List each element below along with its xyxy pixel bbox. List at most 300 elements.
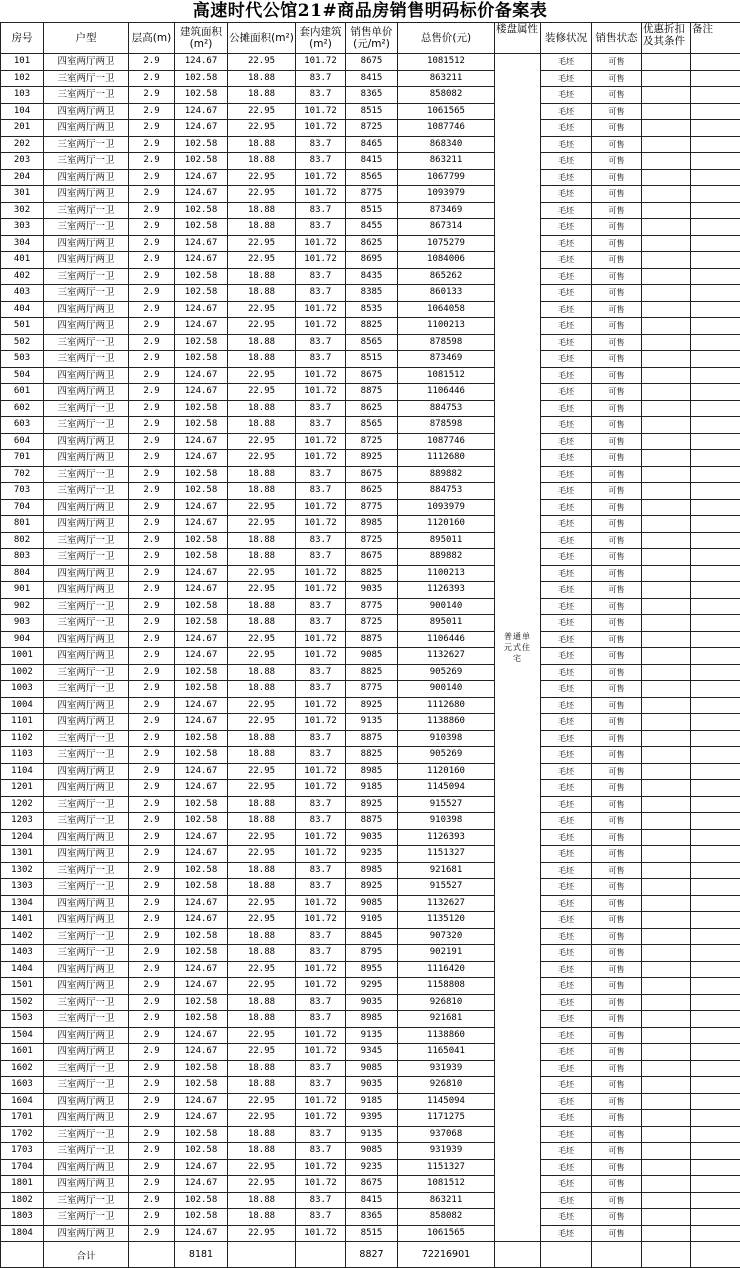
shared-area: 22.95 [228, 780, 296, 797]
floor-height: 2.9 [129, 631, 175, 648]
sale-status: 可售 [592, 136, 642, 153]
build-area: 124.67 [175, 648, 228, 665]
remark-cell [691, 598, 740, 615]
build-area: 102.58 [175, 549, 228, 566]
total-price: 1165041 [398, 1044, 495, 1061]
build-area: 102.58 [175, 598, 228, 615]
shared-area: 22.95 [228, 235, 296, 252]
inner-area: 101.72 [296, 450, 346, 467]
room-number: 1403 [1, 945, 44, 962]
build-area: 124.67 [175, 103, 228, 120]
total-price: 1120160 [398, 516, 495, 533]
unit-price: 8365 [346, 87, 398, 104]
build-area: 124.67 [175, 582, 228, 599]
discount-cell [642, 1143, 691, 1160]
unit-price: 8385 [346, 285, 398, 302]
total-price: 931939 [398, 1060, 495, 1077]
sale-status: 可售 [592, 928, 642, 945]
floor-height: 2.9 [129, 1143, 175, 1160]
total-price: 931939 [398, 1143, 495, 1160]
unit-price: 8535 [346, 301, 398, 318]
shared-area: 22.95 [228, 54, 296, 71]
unit-price: 8415 [346, 153, 398, 170]
unit-type: 四室两厅两卫 [44, 780, 129, 797]
discount-cell [642, 466, 691, 483]
shared-area: 18.88 [228, 945, 296, 962]
remark-cell [691, 1209, 740, 1226]
discount-cell [642, 879, 691, 896]
inner-area: 83.7 [296, 285, 346, 302]
room-number: 704 [1, 499, 44, 516]
discount-cell [642, 532, 691, 549]
discount-cell [642, 846, 691, 863]
total-empty-cell [541, 1242, 592, 1268]
table-row [1, 1110, 740, 1127]
floor-height: 2.9 [129, 598, 175, 615]
shared-area: 22.95 [228, 829, 296, 846]
total-price: 884753 [398, 483, 495, 500]
decoration-status: 毛坯 [541, 1225, 592, 1242]
discount-cell [642, 400, 691, 417]
discount-cell [642, 796, 691, 813]
floor-height: 2.9 [129, 483, 175, 500]
unit-type: 四室两厅两卫 [44, 846, 129, 863]
discount-cell [642, 1192, 691, 1209]
remark-cell [691, 301, 740, 318]
decoration-status: 毛坯 [541, 103, 592, 120]
col-header-shared-area: 公摊面积(m²) [228, 23, 296, 54]
sale-status: 可售 [592, 648, 642, 665]
total-price: 900140 [398, 681, 495, 698]
total-price: 863211 [398, 70, 495, 87]
discount-cell [642, 961, 691, 978]
sale-status: 可售 [592, 400, 642, 417]
decoration-status: 毛坯 [541, 351, 592, 368]
shared-area: 18.88 [228, 1192, 296, 1209]
room-number: 304 [1, 235, 44, 252]
table-row [1, 697, 740, 714]
sale-status: 可售 [592, 433, 642, 450]
unit-type: 三室两厅一卫 [44, 664, 129, 681]
inner-area: 101.72 [296, 1093, 346, 1110]
room-number: 1702 [1, 1126, 44, 1143]
decoration-status: 毛坯 [541, 252, 592, 269]
shared-area: 18.88 [228, 598, 296, 615]
unit-price: 8565 [346, 334, 398, 351]
decoration-status: 毛坯 [541, 483, 592, 500]
unit-price: 8625 [346, 400, 398, 417]
sale-status: 可售 [592, 384, 642, 401]
col-header-build-area: 建筑面积(m²) [175, 23, 228, 54]
sale-status: 可售 [592, 565, 642, 582]
remark-cell [691, 285, 740, 302]
decoration-status: 毛坯 [541, 664, 592, 681]
build-area: 102.58 [175, 928, 228, 945]
unit-price: 8675 [346, 549, 398, 566]
shared-area: 22.95 [228, 714, 296, 731]
shared-area: 22.95 [228, 169, 296, 186]
decoration-status: 毛坯 [541, 417, 592, 434]
remark-cell [691, 384, 740, 401]
unit-type: 三室两厅一卫 [44, 862, 129, 879]
unit-type: 四室两厅两卫 [44, 450, 129, 467]
unit-type: 三室两厅一卫 [44, 1126, 129, 1143]
build-area: 124.67 [175, 631, 228, 648]
unit-price: 8515 [346, 202, 398, 219]
inner-area: 83.7 [296, 549, 346, 566]
table-row [1, 301, 740, 318]
floor-height: 2.9 [129, 615, 175, 632]
inner-area: 83.7 [296, 1077, 346, 1094]
unit-type: 四室两厅两卫 [44, 318, 129, 335]
table-row [1, 87, 740, 104]
floor-height: 2.9 [129, 1093, 175, 1110]
total-price: 867314 [398, 219, 495, 236]
discount-cell [642, 186, 691, 203]
sale-status: 可售 [592, 54, 642, 71]
discount-cell [642, 994, 691, 1011]
remark-cell [691, 1110, 740, 1127]
unit-price: 8565 [346, 417, 398, 434]
table-row [1, 516, 740, 533]
floor-height: 2.9 [129, 829, 175, 846]
room-number: 1001 [1, 648, 44, 665]
decoration-status: 毛坯 [541, 912, 592, 929]
table-row [1, 532, 740, 549]
discount-cell [642, 1093, 691, 1110]
inner-area: 101.72 [296, 714, 346, 731]
total-price: 884753 [398, 400, 495, 417]
decoration-status: 毛坯 [541, 961, 592, 978]
remark-cell [691, 796, 740, 813]
inner-area: 83.7 [296, 219, 346, 236]
table-row [1, 417, 740, 434]
page-title: 高速时代公馆21#商品房销售明码标价备案表 [0, 0, 740, 22]
build-area: 124.67 [175, 961, 228, 978]
room-number: 1004 [1, 697, 44, 714]
total-price: 1126393 [398, 582, 495, 599]
shared-area: 22.95 [228, 763, 296, 780]
sale-status: 可售 [592, 318, 642, 335]
floor-height: 2.9 [129, 301, 175, 318]
room-number: 803 [1, 549, 44, 566]
table-row [1, 978, 740, 995]
inner-area: 101.72 [296, 433, 346, 450]
table-row [1, 186, 740, 203]
total-price: 878598 [398, 334, 495, 351]
total-price: 895011 [398, 615, 495, 632]
shared-area: 18.88 [228, 862, 296, 879]
shared-area: 18.88 [228, 1126, 296, 1143]
unit-price: 9035 [346, 582, 398, 599]
unit-price: 8955 [346, 961, 398, 978]
unit-price: 8515 [346, 103, 398, 120]
unit-type: 四室两厅两卫 [44, 1159, 129, 1176]
table-row [1, 169, 740, 186]
inner-area: 83.7 [296, 1192, 346, 1209]
discount-cell [642, 681, 691, 698]
unit-type: 四室两厅两卫 [44, 1044, 129, 1061]
room-number: 104 [1, 103, 44, 120]
room-number: 503 [1, 351, 44, 368]
discount-cell [642, 285, 691, 302]
discount-cell [642, 1159, 691, 1176]
unit-price: 8825 [346, 318, 398, 335]
inner-area: 101.72 [296, 912, 346, 929]
discount-cell [642, 202, 691, 219]
discount-cell [642, 54, 691, 71]
table-row [1, 1126, 740, 1143]
floor-height: 2.9 [129, 879, 175, 896]
remark-cell [691, 747, 740, 764]
remark-cell [691, 235, 740, 252]
build-area: 102.58 [175, 268, 228, 285]
table-row [1, 664, 740, 681]
floor-height: 2.9 [129, 219, 175, 236]
remark-cell [691, 516, 740, 533]
remark-cell [691, 334, 740, 351]
room-number: 101 [1, 54, 44, 71]
shared-area: 18.88 [228, 879, 296, 896]
col-header-room: 房号 [1, 23, 44, 54]
table-row [1, 780, 740, 797]
inner-area: 101.72 [296, 961, 346, 978]
table-row [1, 285, 740, 302]
build-area: 102.58 [175, 466, 228, 483]
floor-height: 2.9 [129, 912, 175, 929]
shared-area: 18.88 [228, 87, 296, 104]
decoration-status: 毛坯 [541, 565, 592, 582]
remark-cell [691, 928, 740, 945]
remark-cell [691, 780, 740, 797]
shared-area: 18.88 [228, 664, 296, 681]
build-area: 124.67 [175, 978, 228, 995]
total-price: 858082 [398, 87, 495, 104]
table-row [1, 450, 740, 467]
discount-cell [642, 648, 691, 665]
remark-cell [691, 450, 740, 467]
inner-area: 83.7 [296, 879, 346, 896]
discount-cell [642, 1060, 691, 1077]
floor-height: 2.9 [129, 202, 175, 219]
table-row [1, 945, 740, 962]
unit-type: 四室两厅两卫 [44, 367, 129, 384]
table-row [1, 54, 740, 71]
sale-status: 可售 [592, 681, 642, 698]
shared-area: 22.95 [228, 103, 296, 120]
floor-height: 2.9 [129, 928, 175, 945]
floor-height: 2.9 [129, 846, 175, 863]
table-row [1, 103, 740, 120]
floor-height: 2.9 [129, 994, 175, 1011]
inner-area: 83.7 [296, 664, 346, 681]
unit-type: 四室两厅两卫 [44, 697, 129, 714]
sale-status: 可售 [592, 1126, 642, 1143]
discount-cell [642, 136, 691, 153]
total-empty-cell [691, 1242, 740, 1268]
shared-area: 18.88 [228, 153, 296, 170]
inner-area: 83.7 [296, 466, 346, 483]
decoration-status: 毛坯 [541, 714, 592, 731]
decoration-status: 毛坯 [541, 598, 592, 615]
discount-cell [642, 169, 691, 186]
build-area: 102.58 [175, 615, 228, 632]
decoration-status: 毛坯 [541, 648, 592, 665]
inner-area: 101.72 [296, 318, 346, 335]
unit-price: 9085 [346, 895, 398, 912]
decoration-status: 毛坯 [541, 928, 592, 945]
total-price: 926810 [398, 1077, 495, 1094]
unit-price: 8415 [346, 70, 398, 87]
decoration-status: 毛坯 [541, 301, 592, 318]
unit-price: 9035 [346, 829, 398, 846]
floor-height: 2.9 [129, 895, 175, 912]
discount-cell [642, 120, 691, 137]
shared-area: 18.88 [228, 285, 296, 302]
unit-type: 四室两厅两卫 [44, 1225, 129, 1242]
inner-area: 101.72 [296, 978, 346, 995]
shared-area: 22.95 [228, 582, 296, 599]
total-price: 1100213 [398, 565, 495, 582]
decoration-status: 毛坯 [541, 895, 592, 912]
inner-area: 83.7 [296, 153, 346, 170]
shared-area: 22.95 [228, 318, 296, 335]
total-price: 1084006 [398, 252, 495, 269]
discount-cell [642, 1011, 691, 1028]
unit-price: 8985 [346, 516, 398, 533]
shared-area: 22.95 [228, 565, 296, 582]
build-area: 124.67 [175, 780, 228, 797]
unit-price: 9235 [346, 846, 398, 863]
unit-type: 四室两厅两卫 [44, 565, 129, 582]
table-row [1, 268, 740, 285]
unit-price: 9185 [346, 1093, 398, 1110]
remark-cell [691, 1027, 740, 1044]
unit-price: 8875 [346, 631, 398, 648]
table-row [1, 615, 740, 632]
room-number: 1802 [1, 1192, 44, 1209]
inner-area: 101.72 [296, 120, 346, 137]
table-row [1, 598, 740, 615]
build-area: 102.58 [175, 1209, 228, 1226]
remark-cell [691, 318, 740, 335]
unit-price: 8365 [346, 1209, 398, 1226]
discount-cell [642, 714, 691, 731]
sale-status: 可售 [592, 1093, 642, 1110]
sale-status: 可售 [592, 1044, 642, 1061]
discount-cell [642, 103, 691, 120]
floor-height: 2.9 [129, 499, 175, 516]
decoration-status: 毛坯 [541, 763, 592, 780]
floor-height: 2.9 [129, 549, 175, 566]
remark-cell [691, 582, 740, 599]
shared-area: 22.95 [228, 433, 296, 450]
room-number: 701 [1, 450, 44, 467]
total-price: 1075279 [398, 235, 495, 252]
table-row [1, 235, 740, 252]
shared-area: 18.88 [228, 1143, 296, 1160]
build-area: 124.67 [175, 714, 228, 731]
discount-cell [642, 433, 691, 450]
inner-area: 83.7 [296, 1060, 346, 1077]
remark-cell [691, 862, 740, 879]
build-area: 124.67 [175, 318, 228, 335]
inner-area: 83.7 [296, 268, 346, 285]
remark-cell [691, 252, 740, 269]
build-area: 124.67 [175, 846, 228, 863]
unit-price: 8875 [346, 730, 398, 747]
floor-height: 2.9 [129, 400, 175, 417]
total-price: 1138860 [398, 714, 495, 731]
shared-area: 22.95 [228, 1027, 296, 1044]
unit-price: 8625 [346, 235, 398, 252]
discount-cell [642, 450, 691, 467]
unit-price: 8675 [346, 54, 398, 71]
unit-type: 四室两厅两卫 [44, 103, 129, 120]
unit-type: 四室两厅两卫 [44, 895, 129, 912]
col-header-type: 户型 [44, 23, 129, 54]
unit-price: 8875 [346, 813, 398, 830]
table-row [1, 1027, 740, 1044]
shared-area: 22.95 [228, 631, 296, 648]
decoration-status: 毛坯 [541, 1011, 592, 1028]
floor-height: 2.9 [129, 450, 175, 467]
build-area: 124.67 [175, 301, 228, 318]
unit-type: 三室两厅一卫 [44, 1060, 129, 1077]
room-number: 604 [1, 433, 44, 450]
floor-height: 2.9 [129, 120, 175, 137]
shared-area: 18.88 [228, 994, 296, 1011]
shared-area: 22.95 [228, 697, 296, 714]
floor-height: 2.9 [129, 1011, 175, 1028]
discount-cell [642, 1077, 691, 1094]
total-price: 915527 [398, 879, 495, 896]
build-area: 102.58 [175, 153, 228, 170]
col-header-floor-height: 层高(m) [129, 23, 175, 54]
floor-height: 2.9 [129, 136, 175, 153]
table-row [1, 136, 740, 153]
build-area: 102.58 [175, 1126, 228, 1143]
room-number: 1803 [1, 1209, 44, 1226]
unit-type: 三室两厅一卫 [44, 153, 129, 170]
remark-cell [691, 136, 740, 153]
building-attribute: 普通单元式住宅 [495, 54, 541, 1242]
build-area: 102.58 [175, 1077, 228, 1094]
unit-type: 四室两厅两卫 [44, 961, 129, 978]
inner-area: 101.72 [296, 499, 346, 516]
unit-type: 三室两厅一卫 [44, 532, 129, 549]
table-row [1, 252, 740, 269]
total-price: 860133 [398, 285, 495, 302]
room-number: 301 [1, 186, 44, 203]
unit-type: 三室两厅一卫 [44, 796, 129, 813]
build-area: 102.58 [175, 70, 228, 87]
sale-status: 可售 [592, 1225, 642, 1242]
sale-status: 可售 [592, 895, 642, 912]
shared-area: 18.88 [228, 400, 296, 417]
total-price: 865262 [398, 268, 495, 285]
build-area: 102.58 [175, 1011, 228, 1028]
shared-area: 18.88 [228, 813, 296, 830]
total-price: 926810 [398, 994, 495, 1011]
floor-height: 2.9 [129, 1159, 175, 1176]
shared-area: 18.88 [228, 1077, 296, 1094]
discount-cell [642, 615, 691, 632]
col-header-total-price: 总售价(元) [398, 23, 495, 54]
discount-cell [642, 301, 691, 318]
decoration-status: 毛坯 [541, 466, 592, 483]
remark-cell [691, 1077, 740, 1094]
